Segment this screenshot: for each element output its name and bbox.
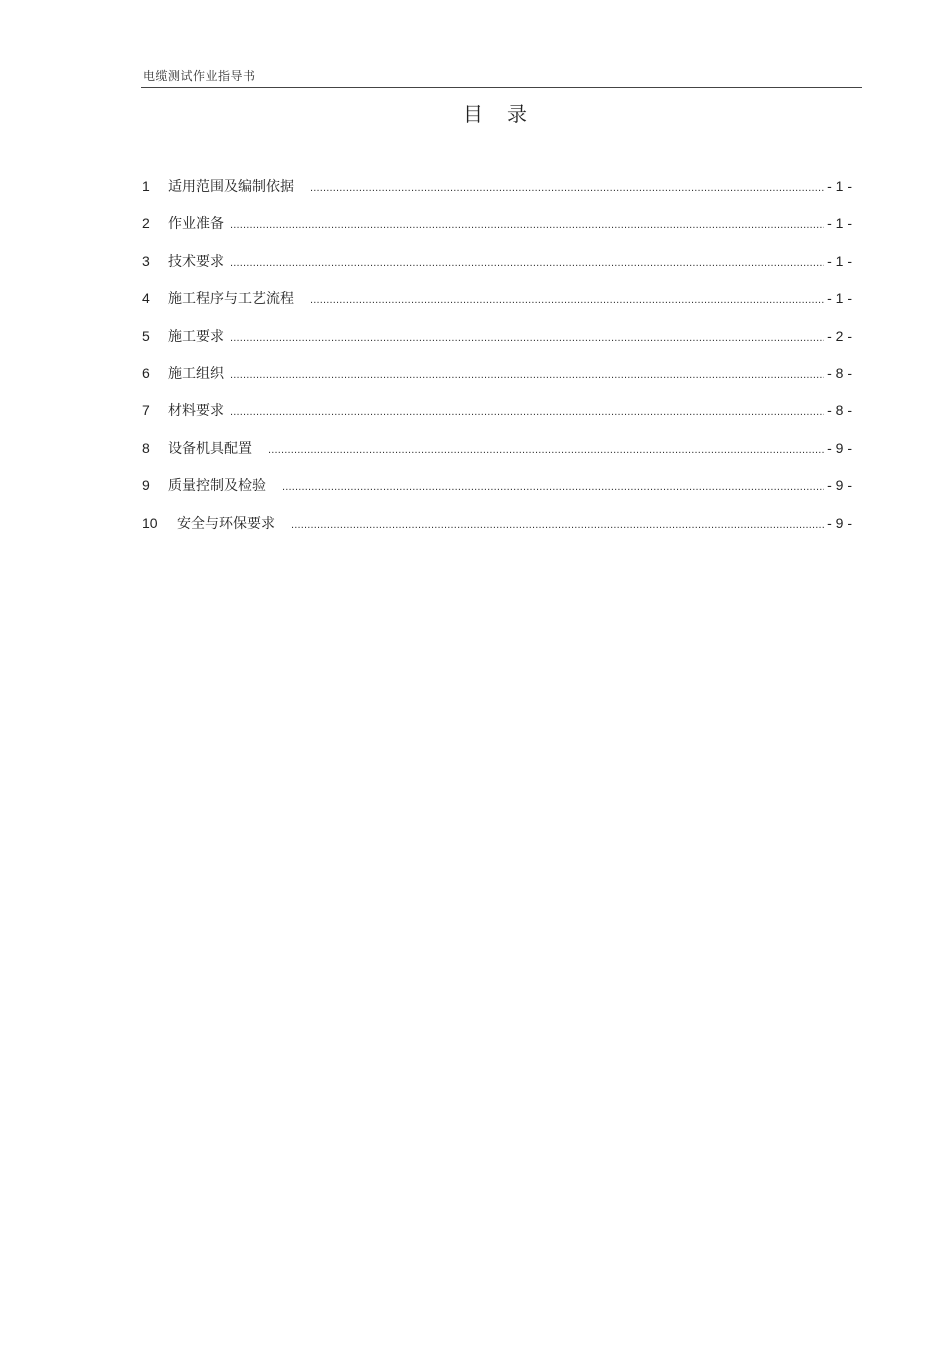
toc-entry[interactable]: [142, 288, 852, 325]
toc-entry[interactable]: [142, 438, 852, 475]
toc-leader-dots: [282, 481, 824, 493]
toc-entry-page[interactable]: - 8 -: [827, 402, 852, 419]
toc-leader-dots: [230, 332, 824, 344]
toc-leader-dots: [310, 294, 824, 306]
toc-entry-label[interactable]: 材料要求: [168, 403, 224, 420]
toc-entry-page[interactable]: - 9 -: [827, 439, 852, 456]
toc-leader-dots: [230, 406, 824, 418]
toc-entry-page[interactable]: - 1 -: [827, 178, 852, 194]
toc-leader-dots: [310, 182, 824, 194]
toc-entry-number: 1: [142, 178, 150, 194]
toc-entry-number: 9: [142, 477, 150, 494]
toc-entry-label[interactable]: 适用范围及编制依据: [168, 179, 294, 195]
toc-list: [142, 176, 852, 550]
toc-leader-dots: [268, 444, 824, 456]
toc-entry-number: 7: [142, 402, 150, 419]
toc-entry-page[interactable]: - 9 -: [827, 477, 852, 494]
toc-entry[interactable]: [142, 176, 852, 213]
toc-entry-page[interactable]: - 2 -: [827, 327, 852, 344]
toc-entry-number: 6: [142, 364, 150, 381]
toc-entry-number: 2: [142, 215, 150, 232]
toc-entry-label[interactable]: 施工程序与工艺流程: [168, 291, 294, 308]
toc-entry-label[interactable]: 施工组织: [168, 365, 224, 382]
toc-entry[interactable]: [142, 400, 852, 437]
toc-entry-label[interactable]: 技术要求: [168, 253, 224, 270]
toc-entry-page[interactable]: - 1 -: [827, 252, 852, 269]
toc-entry[interactable]: [142, 251, 852, 288]
toc-entry[interactable]: [142, 213, 852, 250]
toc-entry[interactable]: [142, 475, 852, 512]
toc-entry-page[interactable]: - 1 -: [827, 290, 852, 307]
toc-title: [0, 98, 950, 127]
toc-entry-number: 5: [142, 327, 150, 344]
toc-entry-number: 4: [142, 290, 150, 307]
running-header: 电缆测试作业指导书: [143, 69, 256, 83]
toc-entry[interactable]: [142, 326, 852, 363]
toc-entry-label[interactable]: 作业准备: [168, 216, 224, 233]
toc-entry-page[interactable]: - 9 -: [827, 514, 852, 531]
toc-entry-label[interactable]: 设备机具配置: [168, 440, 252, 457]
toc-leader-dots: [230, 257, 824, 269]
toc-entry-page[interactable]: - 1 -: [827, 215, 852, 232]
toc-entry[interactable]: [142, 513, 852, 550]
toc-entry-label[interactable]: 质量控制及检验: [168, 478, 266, 495]
toc-leader-dots: [230, 219, 824, 231]
toc-entry-number: 10: [142, 514, 158, 531]
toc-title-char-2: 录: [507, 102, 527, 126]
toc-title-char-1: 目: [463, 102, 483, 126]
toc-entry-label[interactable]: 施工要求: [168, 328, 224, 345]
toc-entry-number: 8: [142, 439, 150, 456]
header-divider: [141, 87, 862, 88]
toc-entry[interactable]: [142, 363, 852, 400]
toc-entry-label[interactable]: 安全与环保要求: [177, 515, 275, 532]
toc-leader-dots: [291, 519, 824, 531]
toc-leader-dots: [230, 369, 824, 381]
toc-entry-number: 3: [142, 252, 150, 269]
toc-entry-page[interactable]: - 8 -: [827, 364, 852, 381]
